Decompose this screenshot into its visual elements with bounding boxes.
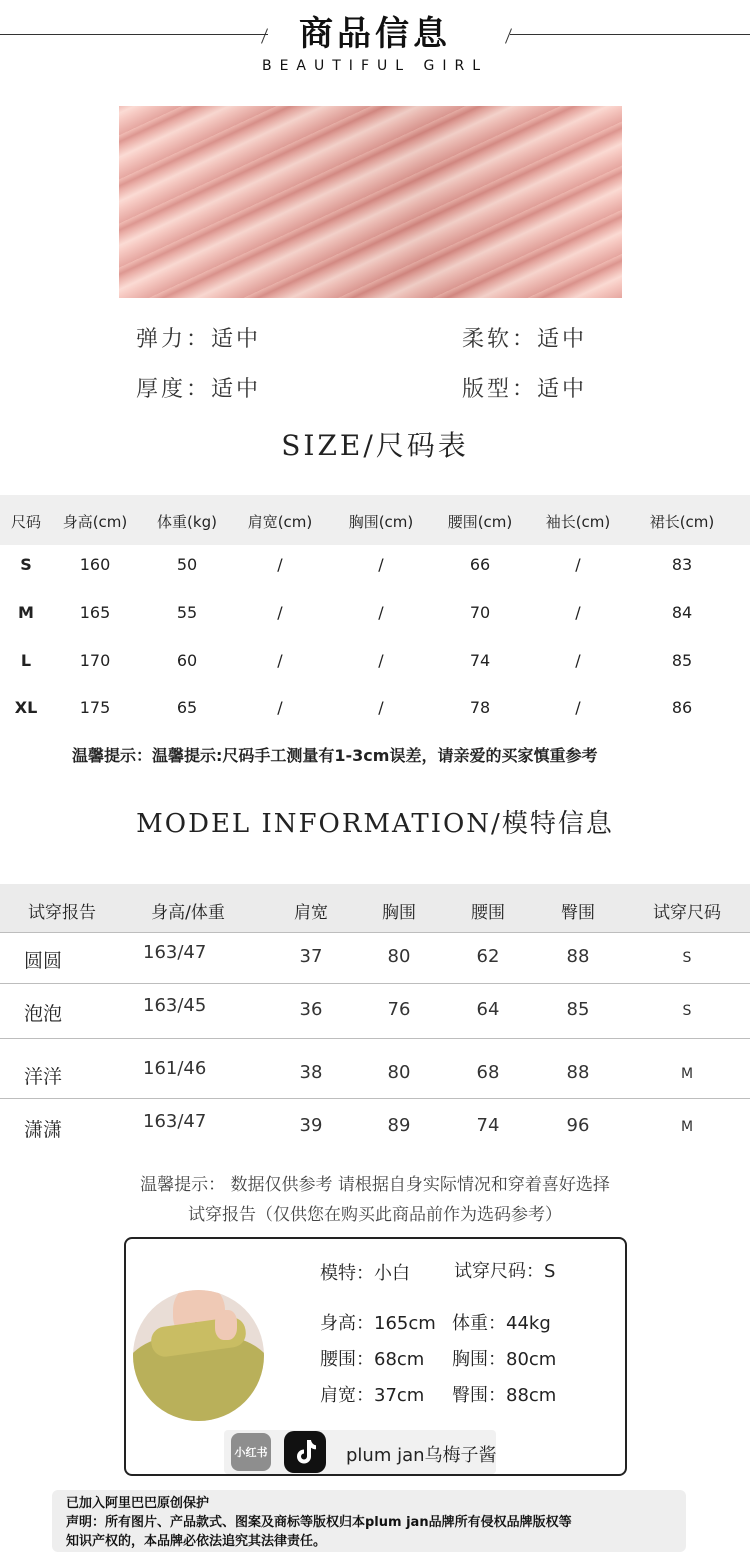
size-table-header: 尺码	[10, 513, 41, 531]
size-table-title: SIZE/尺码表	[281, 429, 469, 462]
copyright-notice	[52, 1490, 686, 1552]
model-table-cell: 62	[476, 946, 500, 967]
size-table-cell: 86	[671, 698, 693, 717]
size-table-header: 肩宽(cm)	[247, 513, 313, 531]
property-elasticity	[136, 322, 261, 353]
size-table-cell: 165	[79, 603, 111, 622]
social-account-name[interactable]: plum jan乌梅子酱	[346, 1445, 497, 1466]
notice-line2: 声明：所有图片、产品款式、图案及商标等版权归本plum jan品牌所有侵权品牌版权等	[66, 1515, 572, 1530]
property-label: 柔软：	[462, 327, 538, 352]
size-table-header: 袖长(cm)	[545, 513, 611, 531]
model-table-cell: 85	[566, 999, 590, 1020]
size-table-cell: 55	[176, 603, 198, 622]
size-table-cell: 175	[79, 698, 111, 717]
size-table-cell: 78	[469, 698, 491, 717]
model-table-divider	[0, 983, 750, 984]
size-table-cell: 170	[79, 651, 111, 670]
model-table-cell: 68	[476, 1062, 500, 1083]
size-table-cell: /	[277, 698, 283, 717]
model-table-cell: S	[682, 950, 692, 966]
size-table-cell: /	[378, 698, 384, 717]
model-table-cell: 64	[476, 999, 500, 1020]
size-table-cell: 60	[176, 651, 198, 670]
tiktok-note-glyph	[292, 1438, 318, 1466]
model-table-cell: 80	[387, 946, 411, 967]
size-table-cell: /	[277, 603, 283, 622]
property-label: 版型：	[462, 377, 538, 402]
fabric-image-shade	[119, 106, 622, 298]
model-note-line1: 温馨提示： 数据仅供参考 请根据自身实际情况和穿着喜好选择	[140, 1175, 610, 1195]
size-table-cell: 65	[176, 698, 198, 717]
property-fit	[462, 372, 587, 403]
property-value: 适中	[537, 327, 588, 352]
property-softness	[462, 322, 587, 353]
card-hip: 臀围：88cm	[452, 1385, 557, 1406]
avatar-hand	[215, 1310, 237, 1340]
size-table-cell: 84	[671, 603, 693, 622]
xiaohongshu-icon-label: 小红书	[234, 1446, 268, 1459]
model-name: 泡泡	[24, 1003, 63, 1025]
card-height: 身高：165cm	[320, 1313, 436, 1334]
model-table-cell: 161/46	[143, 1058, 207, 1079]
model-table-cell: 36	[299, 999, 323, 1020]
model-name: 潇潇	[24, 1119, 63, 1141]
size-table-cell: /	[378, 651, 384, 670]
size-table-cell: 160	[79, 555, 111, 574]
size-table-header: 腰围(cm)	[447, 513, 513, 531]
size-table-header: 身高(cm)	[62, 513, 128, 531]
model-table-cell: S	[682, 1003, 692, 1019]
size-table-cell: 66	[469, 555, 491, 574]
size-table-cell: 70	[469, 603, 491, 622]
model-table-title: MODEL INFORMATION/模特信息	[136, 809, 614, 839]
tiktok-icon[interactable]	[284, 1431, 326, 1473]
model-table-cell: 96	[566, 1115, 590, 1136]
size-table-cell: 50	[176, 555, 198, 574]
card-shoulder: 肩宽：37cm	[320, 1385, 425, 1406]
size-table-cell: /	[575, 555, 581, 574]
model-table-cell: 163/45	[143, 995, 207, 1016]
property-label: 厚度：	[136, 377, 212, 402]
model-table-divider	[0, 1038, 750, 1039]
model-table-header: 试穿尺码	[653, 903, 721, 923]
model-table-header: 试穿报告	[28, 903, 96, 923]
size-table-cell: /	[575, 603, 581, 622]
model-avatar	[133, 1290, 264, 1421]
size-table-header: 胸围(cm)	[348, 513, 414, 531]
size-table-cell: /	[575, 651, 581, 670]
xiaohongshu-icon[interactable]	[231, 1433, 271, 1471]
card-waist: 腰围：68cm	[320, 1349, 425, 1370]
size-table-header: 裙长(cm)	[649, 513, 715, 531]
model-table-cell: 163/47	[143, 942, 207, 963]
size-table-cell: /	[575, 698, 581, 717]
size-table-cell: /	[378, 603, 384, 622]
model-table-cell: 76	[387, 999, 411, 1020]
size-table-cell: /	[277, 555, 283, 574]
page-title: 商品信息	[299, 14, 451, 54]
card-try-size: 试穿尺码：S	[454, 1261, 556, 1282]
size-table-cell: L	[20, 651, 32, 670]
model-table-cell: 80	[387, 1062, 411, 1083]
model-table-cell: M	[680, 1066, 694, 1082]
model-name: 洋洋	[24, 1066, 63, 1088]
model-table-cell: 89	[387, 1115, 411, 1136]
model-table-header: 臀围	[561, 903, 595, 923]
page-subtitle: BEAUTIFUL GIRL	[261, 58, 488, 74]
model-table-cell: 74	[476, 1115, 500, 1136]
model-table-cell: 37	[299, 946, 323, 967]
size-table-cell: /	[277, 651, 283, 670]
card-bust: 胸围：80cm	[452, 1349, 557, 1370]
property-label: 弹力：	[136, 327, 212, 352]
size-table-cell: M	[18, 603, 34, 622]
notice-line3: 知识产权的，本品牌必依法追究其法律责任。	[66, 1534, 327, 1549]
card-model-name: 模特：小白	[320, 1263, 410, 1284]
size-table-header: 体重(kg)	[157, 513, 217, 531]
size-table-cell: 83	[671, 555, 693, 574]
model-name: 圆圆	[24, 950, 63, 972]
model-table-cell: 88	[566, 946, 590, 967]
model-table-divider	[0, 1098, 750, 1099]
size-table-cell: 85	[671, 651, 693, 670]
property-value: 适中	[211, 327, 262, 352]
model-table-divider	[0, 932, 750, 933]
property-value: 适中	[537, 377, 588, 402]
size-table-note: 温馨提示：温馨提示:尺码手工测量有1-3cm误差，请亲爱的买家慎重参考	[72, 746, 598, 765]
property-value: 适中	[211, 377, 262, 402]
size-table-cell: /	[378, 555, 384, 574]
notice-line1: 已加入阿里巴巴原创保护	[66, 1496, 210, 1511]
card-weight: 体重：44kg	[452, 1313, 551, 1334]
model-table-cell: 39	[299, 1115, 323, 1136]
model-table-header: 胸围	[382, 903, 416, 923]
model-table-cell: 88	[566, 1062, 590, 1083]
size-table-cell: 74	[469, 651, 491, 670]
model-table-cell: M	[680, 1119, 694, 1135]
model-table-header: 腰围	[471, 903, 505, 923]
model-table-cell: 38	[299, 1062, 323, 1083]
model-note-line2: 试穿报告（仅供您在购买此商品前作为选码参考）	[188, 1205, 562, 1225]
size-table-cell: S	[20, 555, 32, 574]
model-table-header: 肩宽	[294, 903, 328, 923]
model-table-header: 身高/体重	[151, 903, 225, 923]
size-table-cell: XL	[14, 698, 38, 717]
property-thickness	[136, 372, 261, 403]
model-table-cell: 163/47	[143, 1111, 207, 1132]
